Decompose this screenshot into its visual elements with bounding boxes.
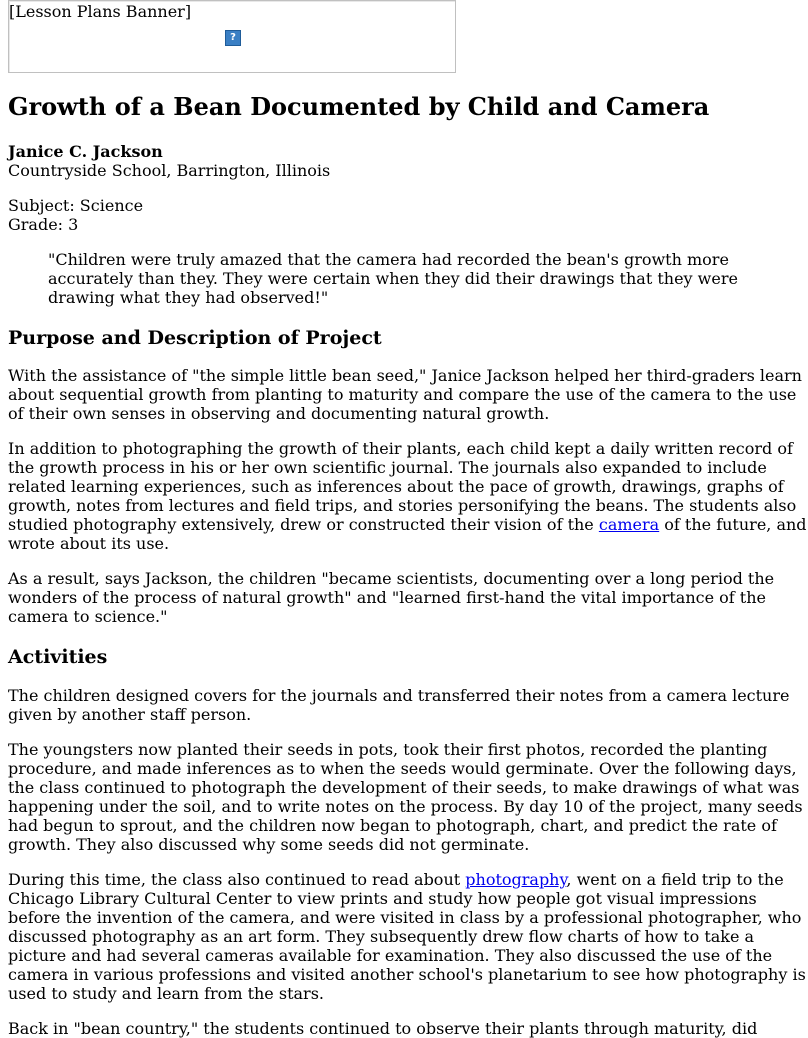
activities-paragraph-2	[8, 740, 803, 854]
text-line: picture and had several cameras available for examination. They also discussed the use of the	[8, 946, 773, 965]
author-name: Janice C. Jackson	[8, 142, 163, 161]
text-line: used to study and learn from the stars.	[8, 984, 324, 1003]
text-line: the growth process in his or her own scientific journal. The journals also expanded to include	[8, 458, 767, 477]
text-segment: of the future, and	[659, 515, 807, 534]
teacher-quote	[48, 250, 738, 307]
section-heading-activities: Activities	[8, 646, 108, 668]
text-line: growth. They also discussed why some seeds did not germinate.	[8, 835, 530, 854]
text-line: wrote about its use.	[8, 534, 170, 553]
text-line: camera in various professions and visited another school's planetarium to see how photography is	[8, 965, 806, 984]
purpose-paragraph-2	[8, 439, 807, 553]
quote-line: accurately than they. They were certain when they did their drawings that they were	[48, 269, 738, 288]
text-line: The children designed covers for the journals and transferred their notes from a camera lecture	[8, 686, 790, 705]
text-line: growth, notes from lectures and field trips, and stories personifying the beans. The students also	[8, 496, 797, 515]
text-line: camera to science."	[8, 607, 168, 626]
text-line: the class continued to photograph the development of their seeds, to make drawings of what was	[8, 778, 800, 797]
activities-paragraph-4	[8, 1019, 757, 1038]
text-segment: During this time, the class also continued to read about	[8, 870, 466, 889]
text-line	[8, 870, 806, 889]
quote-line: "Children were truly amazed that the camera had recorded the bean's growth more	[48, 250, 729, 269]
text-line: Back in "bean country," the students continued to observe their plants through maturity, did	[8, 1019, 758, 1038]
text-line: In addition to photographing the growth of their plants, each child kept a daily written record of	[8, 439, 793, 458]
author-school: Countryside School, Barrington, Illinois	[8, 161, 331, 180]
quote-line: drawing what they had observed!"	[48, 288, 329, 307]
grade-label: Grade: 3	[8, 215, 79, 234]
broken-image-icon: ?	[225, 30, 241, 46]
text-line: With the assistance of "the simple little bean seed," Janice Jackson helped her third-graders learn	[8, 366, 802, 385]
purpose-paragraph-3	[8, 569, 774, 626]
section-heading-purpose: Purpose and Description of Project	[8, 327, 382, 349]
text-segment: , went on a field trip to the	[566, 870, 784, 889]
page-title: Growth of a Bean Documented by Child and Camera	[8, 92, 710, 121]
purpose-paragraph-1	[8, 366, 802, 423]
lesson-plans-banner	[8, 0, 456, 73]
text-line: related learning experiences, such as inferences about the pace of growth, drawings, graphs of	[8, 477, 784, 496]
text-segment: studied photography extensively, drew or constructed their vision of the	[8, 515, 599, 534]
activities-paragraph-3	[8, 870, 806, 1003]
text-line	[8, 515, 807, 534]
photography-link[interactable]: photography	[465, 870, 567, 889]
banner-alt-text: [Lesson Plans Banner]	[9, 2, 192, 21]
camera-link[interactable]: camera	[598, 515, 660, 534]
text-line: about sequential growth from planting to maturity and compare the use of the camera to the use	[8, 385, 797, 404]
text-line: had begun to sprout, and the children now began to photograph, chart, and predict the rate of	[8, 816, 777, 835]
text-line: The youngsters now planted their seeds in pots, took their first photos, recorded the planting	[8, 740, 768, 759]
subject-label: Subject: Science	[8, 196, 144, 215]
text-line: before the invention of the camera, and were visited in class by a professional photographer, who	[8, 908, 802, 927]
text-line: wonders of the process of natural growth" and "learned first-hand the vital importance of the	[8, 588, 766, 607]
text-line: given by another staff person.	[8, 705, 252, 724]
text-line: happening under the soil, and to write notes on the process. By day 10 of the project, many seeds	[8, 797, 803, 816]
activities-paragraph-1	[8, 686, 789, 724]
text-line: of their own senses in observing and documenting natural growth.	[8, 404, 550, 423]
text-line: discussed photography as an art form. They subsequently drew flow charts of how to take a	[8, 927, 755, 946]
text-line: procedure, and made inferences as to when the seeds would germinate. Over the following days,	[8, 759, 797, 778]
text-line: Chicago Library Cultural Center to view prints and study how people got visual impressions	[8, 889, 757, 908]
text-line: As a result, says Jackson, the children "became scientists, documenting over a long period the	[8, 569, 775, 588]
page	[8, 0, 808, 1038]
